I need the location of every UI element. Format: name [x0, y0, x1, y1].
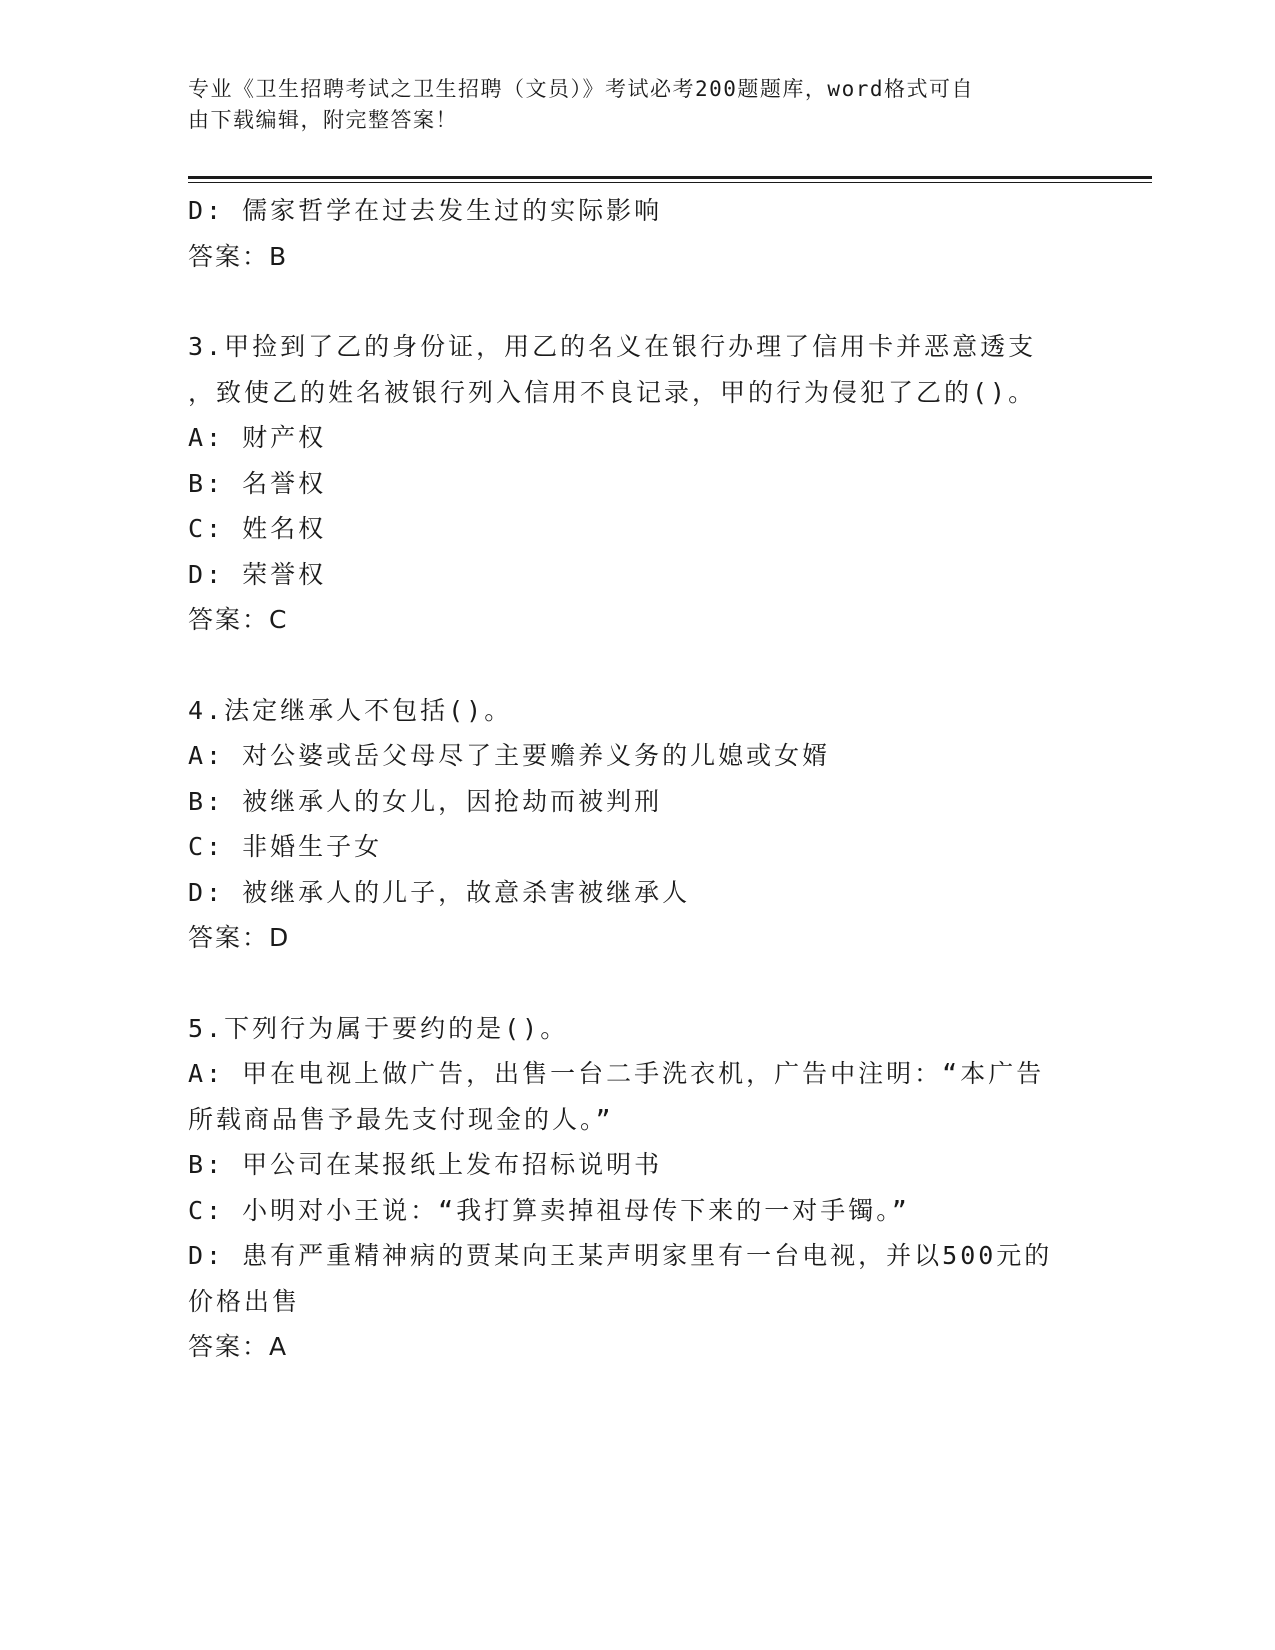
q4-answer: 答案：D [188, 923, 291, 952]
q3-stem-line-2: ，致使乙的姓名被银行列入信用不良记录，甲的行为侵犯了乙的()。 [188, 377, 1037, 407]
q3-option-c: C: 姓名权 [188, 514, 327, 543]
q4-option-a: A: 对公婆或岳父母尽了主要赡养义务的儿媳或女婿 [188, 741, 831, 770]
header-divider-thin [188, 182, 1152, 183]
q3-option-a: A: 财产权 [188, 423, 327, 452]
header-line-2: 由下载编辑，附完整答案！ [188, 108, 458, 132]
q3-option-d: D: 荣誉权 [188, 559, 327, 589]
q2-answer: 答案：B [188, 241, 289, 271]
q5-option-d-line-2: 价格出售 [188, 1286, 301, 1316]
q5-stem: 5.下列行为属于要约的是()。 [188, 1013, 569, 1043]
q4-option-b: B: 被继承人的女儿，因抢劫而被判刑 [188, 786, 663, 816]
q5-answer: 答案：A [188, 1332, 289, 1361]
q4-stem: 4.法定继承人不包括()。 [188, 695, 513, 725]
header-divider-thick [188, 176, 1152, 179]
question-2-tail [188, 188, 1088, 279]
q3-option-b: B: 名誉权 [188, 468, 327, 498]
spacer [188, 961, 1088, 1006]
q2-option-d: D: 儒家哲学在过去发生过的实际影响 [188, 196, 663, 225]
document-header [188, 74, 1088, 136]
q3-answer: 答案：C [188, 605, 289, 634]
q5-option-a-line-2: 所载商品售予最先支付现金的人。” [188, 1104, 614, 1134]
q5-option-d-line-1: D: 患有严重精神病的贾某向王某声明家里有一台电视，并以500元的 [188, 1241, 1053, 1270]
document-body [188, 188, 1088, 1370]
question-5 [188, 1006, 1088, 1370]
q4-option-c: C: 非婚生子女 [188, 832, 383, 861]
question-4 [188, 688, 1088, 961]
q5-option-c: C: 小明对小王说：“我打算卖掉祖母传下来的一对手镯。” [188, 1195, 910, 1225]
header-line-1: 专业《卫生招聘考试之卫生招聘（文员）》考试必考200题题库，word格式可自 [188, 77, 974, 101]
q4-option-d: D: 被继承人的儿子，故意杀害被继承人 [188, 877, 691, 907]
q3-stem-line-1: 3.甲捡到了乙的身份证，用乙的名义在银行办理了信用卡并恶意透支 [188, 332, 1037, 361]
spacer [188, 643, 1088, 688]
spacer [188, 279, 1088, 324]
q5-option-b: B: 甲公司在某报纸上发布招标说明书 [188, 1150, 663, 1179]
question-3 [188, 324, 1088, 643]
q5-option-a-line-1: A: 甲在电视上做广告，出售一台二手洗衣机，广告中注明：“本广告 [188, 1059, 1045, 1088]
